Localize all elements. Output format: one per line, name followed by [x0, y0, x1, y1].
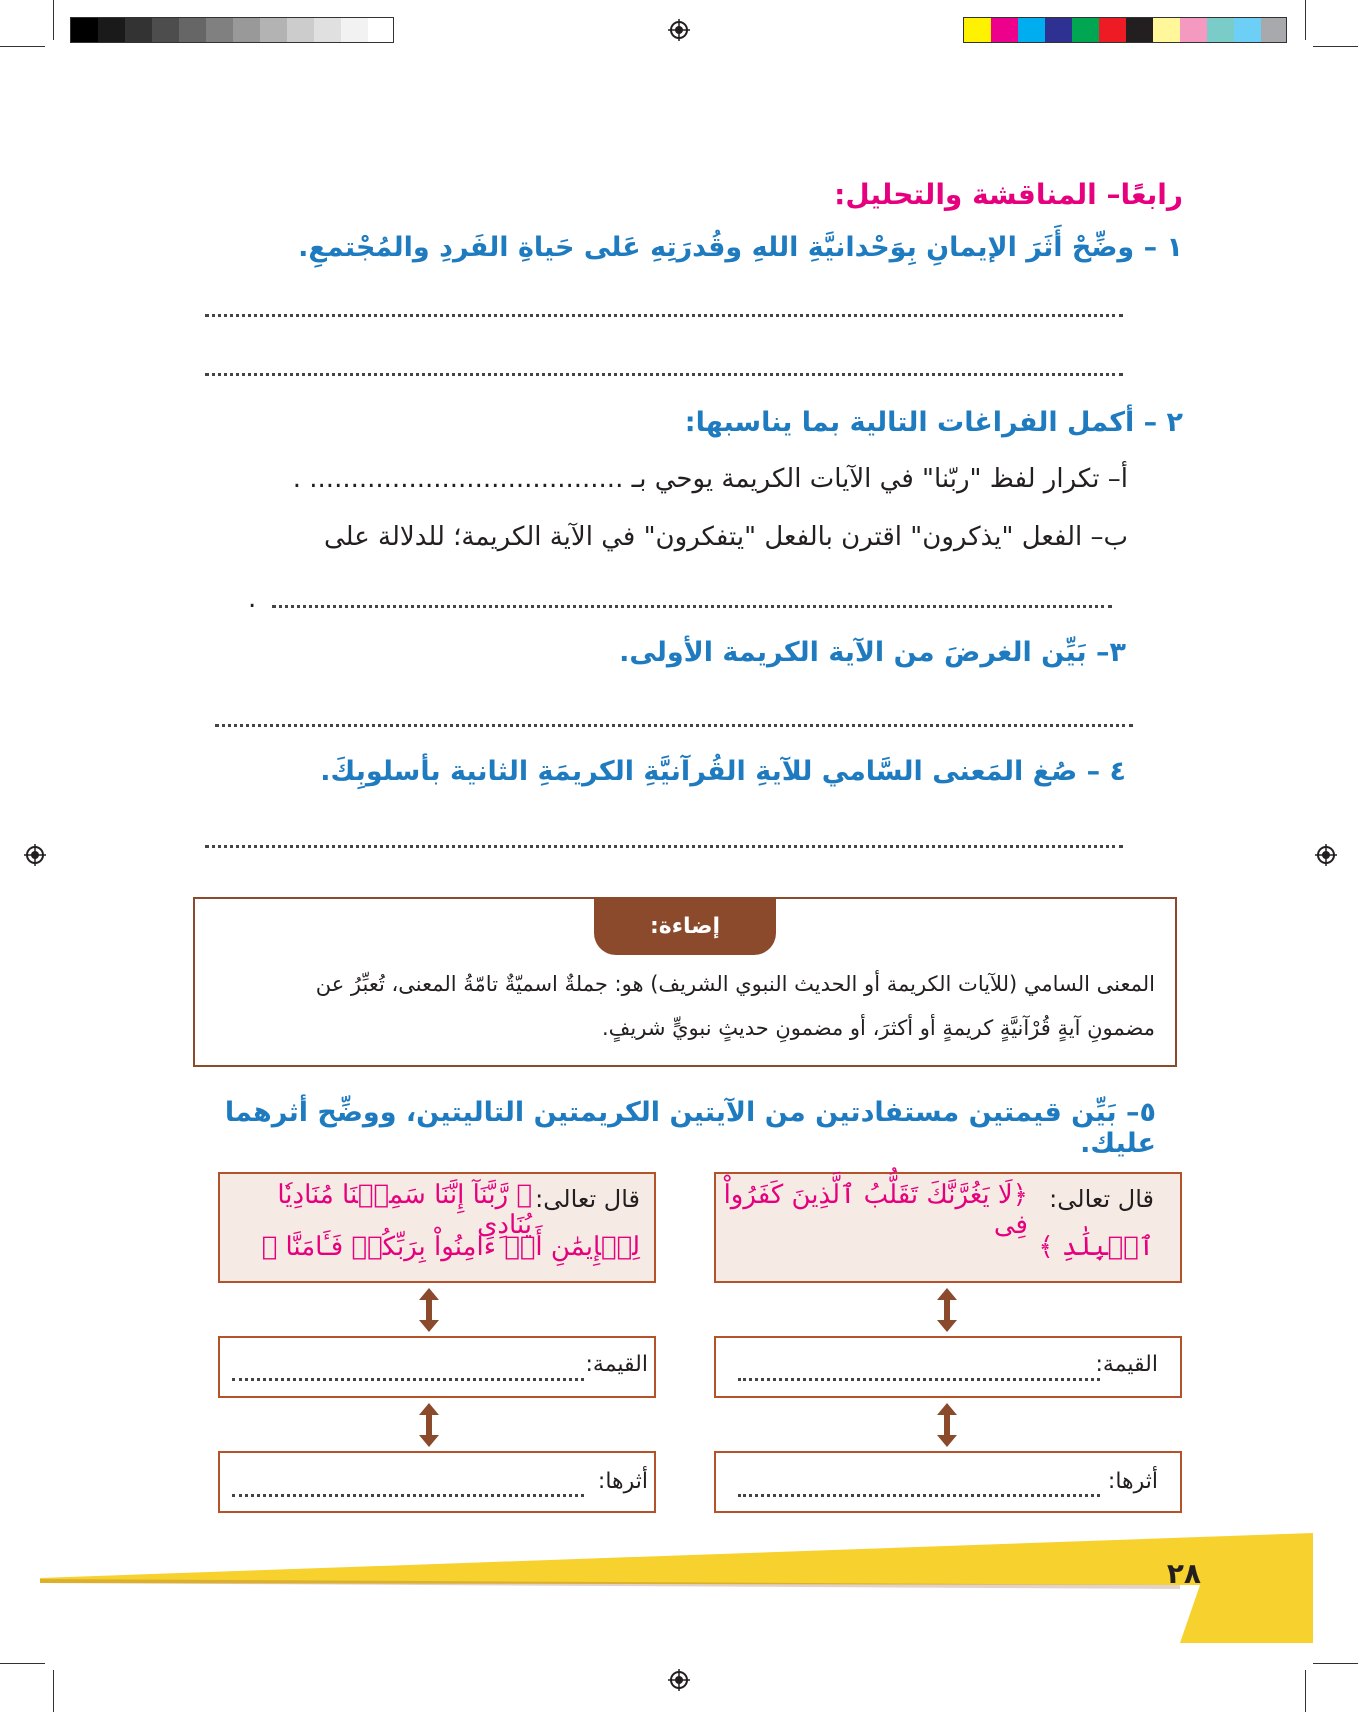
registration-mark-top-icon — [668, 19, 690, 41]
crop-mark — [53, 0, 54, 40]
crop-mark — [0, 1663, 45, 1664]
registration-mark-left-icon — [24, 844, 46, 866]
answer-line[interactable] — [232, 1494, 584, 1497]
question-4: ٤ – صُغ المَعنى السَّامي للآيةِ القُرآنيَّةِ الكريمَةِ الثانية بأسلوبِكَ. — [320, 756, 1126, 787]
section-title: رابعًا– المناقشة والتحليل: — [834, 178, 1183, 211]
footer-yellow-band — [0, 1525, 1358, 1650]
crop-mark — [1305, 1670, 1306, 1712]
color-calibration-bar — [963, 17, 1287, 43]
double-arrow-icon — [419, 1288, 439, 1332]
verse-right-line-2: ٱلۡبِلَٰدِ ﴾ — [1038, 1232, 1154, 1262]
value-label-left: القيمة: — [585, 1352, 648, 1377]
answer-line[interactable] — [738, 1494, 1100, 1497]
question-3: ٣– بَيِّن الغرضَ من الآية الكريمة الأولى. — [619, 637, 1126, 668]
crop-mark — [1313, 1663, 1358, 1664]
answer-line[interactable] — [232, 1378, 584, 1381]
crop-mark — [53, 1670, 54, 1712]
question-2b: ب– الفعل "يذكرون" اقترن بالفعل "يتفكرون" في الآية الكريمة؛ للدلالة على — [323, 522, 1128, 552]
answer-line[interactable] — [205, 845, 1123, 848]
grayscale-calibration-bar — [70, 17, 394, 43]
question-2: ٢ – أكمل الفراغات التالية بما يناسبها: — [684, 407, 1183, 438]
crop-mark — [1305, 0, 1306, 40]
effect-label-left: أثرها: — [597, 1469, 648, 1494]
answer-line[interactable] — [205, 373, 1123, 376]
verse-left-label: قال تعالى: — [535, 1185, 640, 1213]
info-box-title: إضاءة: — [594, 897, 776, 955]
info-line-2: مضمونِ آيةٍ قُرْآنيَّةٍ كريمةٍ أو أكثرَ، أو مضمونِ حديثٍ نبويٍّ شريفٍ. — [601, 1016, 1155, 1040]
question-1: ١ – وضِّحْ أَثَرَ الإيمانِ بِوَحْدانيَّةِ اللهِ وقُدرَتِهِ عَلى حَياةِ الفَردِ والمُجْتمعِ. — [298, 232, 1183, 263]
question-2a: أ– تكرار لفظ "ربّنا" في الآيات الكريمة يوحي بـ ...................................... . — [292, 464, 1128, 494]
crop-mark — [0, 46, 45, 47]
answer-line[interactable] — [205, 314, 1123, 317]
info-box-text — [215, 962, 1155, 1050]
verse-right-label: قال تعالى: — [1049, 1185, 1154, 1213]
registration-mark-right-icon — [1315, 844, 1337, 866]
effect-label-right: أثرها: — [1107, 1469, 1158, 1494]
question-5: ٥– بَيِّن قيمتين مستفادتين من الآيتين الكريمتين التاليتين، ووضِّح أثرهما عليك. — [224, 1097, 1156, 1159]
double-arrow-icon — [419, 1403, 439, 1447]
trailing-dot: . — [248, 584, 257, 614]
value-label-right: القيمة: — [1095, 1352, 1158, 1377]
crop-mark — [1313, 46, 1358, 47]
double-arrow-icon — [937, 1403, 957, 1447]
effect-answer-box-left[interactable] — [218, 1451, 656, 1513]
answer-line[interactable] — [738, 1378, 1100, 1381]
registration-mark-bottom-icon — [668, 1669, 690, 1691]
answer-line[interactable] — [272, 605, 1112, 608]
verse-left-line-1: ﴿ رَّبَّنَآ إِنَّنَا سَمِعۡنَا مُنَادِيٗا يُنَادِى — [277, 1180, 532, 1240]
answer-line[interactable] — [215, 724, 1133, 727]
info-line-1: المعنى السامي (للآيات الكريمة أو الحديث النبوي الشريف) هو: جملةٌ اسميّةٌ تامّةُ المعنى، تُعبِّرُ عن — [315, 972, 1155, 996]
verse-right-line-1: ﴿لَا يَغُرَّنَّكَ تَقَلُّبُ ٱلَّذِينَ كَفَرُواْ فِى — [723, 1180, 1028, 1240]
double-arrow-icon — [937, 1288, 957, 1332]
page-number: ٢٨ — [1166, 1557, 1201, 1590]
verse-left-line-2: لِلۡإِيمَٰنِ أَنۡ ءَامِنُواْ بِرَبِّكُمۡ فَـَٔامَنَّا ﴾ — [261, 1232, 640, 1262]
